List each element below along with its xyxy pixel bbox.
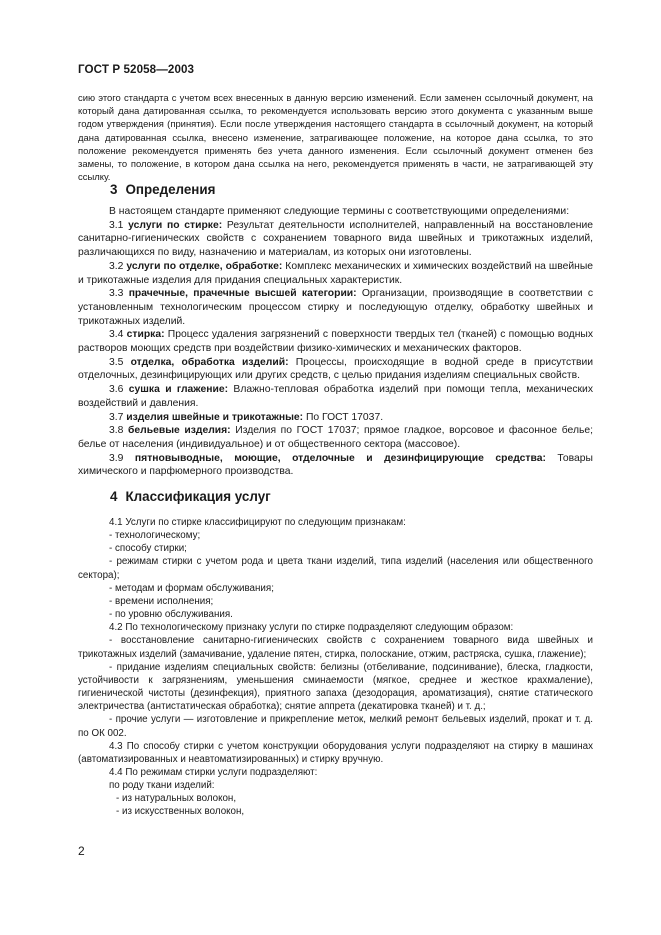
term-item: [78, 219, 593, 260]
term-number: 3.3: [109, 288, 124, 300]
term-name: прачечные, прачечные высшей категории:: [128, 288, 357, 300]
classification-line: - из искусственных волокон,: [116, 806, 245, 818]
classification-line: - восстановление санитарно-гигиенических свойств с сохранением товарного вида швейных и трикотажных изделий (замачивание, удаление пятен, стирка, полоскание, отжим, растряска, сушка, глажение);: [78, 635, 593, 660]
section-4-title: Классификация услуг: [125, 489, 271, 504]
term-name: стирка:: [126, 329, 165, 341]
term-definition: Организации, производящие в соответствии с установленным технологическим процессом стирку и последующую отделку, обработку швейных и трикотажных изделий.: [78, 288, 594, 327]
term-definition: Влажно-тепловая обработка изделий при помощи тепла, механических воздействий и давления.: [78, 384, 594, 409]
term-definition: Комплекс механических и химических воздействий на швейные и трикотажные изделия для придания специальных характеристик.: [78, 260, 594, 286]
term-number: 3.9: [109, 452, 124, 464]
intro-text: сию этого стандарта с учетом всех внесенных в данную версию изменений. Если заменен ссылочный документ, на который дана датированная ссылка, то рекомендуется использовать версию этого документа с указанным выше годом утверждения (принятия). Если после утверждения настоящего стандарта в ссылочный документ, на который дана датированная ссылка, внесено изменение, затрагивающее положение, на которое дана ссылка, то это положение рекомендуется применять без учета данного изменения. Если ссылочный документ отменен без замены, то положение, в котором дана ссылка на него, рекомендуется применять в части, не затрагивающей эту ссылку.: [78, 93, 593, 184]
classification-line: - придание изделиям специальных свойств: белизны (отбеливание, подсинивание), блеска, гладкости, устойчивости к загрязнениям, уменьшения сминаемости (мягкое, среднее и жесткое крахмаление), гигиенической чистоты (дезинфекция), приятного запаха (дезодорация, ароматизация), снятие статического электричества (антистатическая обработка); снятие аппрета (декатировка тканей) и т. д.;: [78, 661, 593, 713]
section-4-heading: [110, 489, 271, 504]
term-item: [78, 424, 593, 451]
classification-line: - режимам стирки с учетом рода и цвета ткани изделий, типа изделий (населения или общественного сектора);: [78, 556, 593, 581]
section-3-number: 3: [110, 182, 118, 197]
classification-line: 4.2 По технологическому признаку услуги по стирке подразделяют следующим образом:: [109, 622, 514, 634]
page-number: 2: [78, 844, 85, 858]
term-item: [78, 452, 593, 479]
term-definition: По ГОСТ 17037.: [303, 411, 384, 423]
classification-line: 4.3 По способу стирки с учетом конструкции оборудования услуги подразделяют на стирку в машинах (автоматизированных и неавтоматизированных) и стирку вручную.: [78, 740, 593, 765]
section-4-number: 4: [110, 489, 118, 504]
term-number: 3.6: [109, 384, 124, 396]
classification-line: - прочие услуги — изготовление и прикрепление меток, мелкий ремонт бельевых изделий, прокат и т. д. по ОК 002.: [78, 714, 593, 739]
term-item: [78, 411, 593, 425]
term-name: отделка, обработка изделий:: [130, 356, 289, 368]
classification-line: - из натуральных волокон,: [116, 793, 237, 805]
term-name: услуги по стирке:: [128, 219, 223, 231]
section-4-body: [78, 516, 593, 819]
term-number: 3.2: [109, 260, 124, 272]
classification-line: - способу стирки;: [109, 543, 187, 555]
classification-line: - времени исполнения;: [109, 595, 214, 607]
term-definition: Изделия по ГОСТ 17037; прямое гладкое, ворсовое и фасонное белье; белье от населения (индивидуальное) и от общественного сектора (массовое).: [78, 425, 594, 450]
classification-line: 4.4 По режимам стирки услуги подразделяют:: [109, 766, 318, 778]
section-3-intro: В настоящем стандарте применяют следующие термины с соответствующими определениями:: [109, 206, 570, 217]
section-3-heading: [110, 182, 215, 197]
term-item: [78, 260, 593, 287]
term-definition: Процессы, происходящие в водной среде в присутствии отделочных, дезинфицирующих или других средств, с целью придания изделиям специальных свойств.: [78, 356, 594, 382]
term-name: изделия швейные и трикотажные:: [126, 411, 304, 423]
term-definition: Процесс удаления загрязнений с поверхности твердых тел (тканей) с помощью водных растворов моющих средств при воздействии физико-химических и механических факторов.: [78, 329, 594, 355]
term-number: 3.8: [109, 425, 124, 437]
intro-paragraph: [78, 92, 593, 184]
term-number: 3.5: [109, 356, 124, 368]
term-number: 3.1: [109, 219, 124, 231]
term-item: [78, 383, 593, 410]
section-3-body: [78, 205, 593, 479]
term-name: пятновыводные, моющие, отделочные и дезинфицирующие средства:: [134, 452, 546, 464]
term-number: 3.4: [109, 329, 124, 341]
term-name: сушка и глажение:: [128, 384, 229, 396]
term-name: услуги по отделке, обработке:: [126, 260, 283, 272]
classification-line: - по уровню обслуживания.: [109, 609, 233, 621]
section-3-title: Определения: [125, 182, 216, 197]
classification-line: - технологическому;: [109, 530, 201, 542]
classification-line: по роду ткани изделий:: [109, 780, 215, 792]
term-definition: Товары химического и парфюмерного производства.: [78, 452, 593, 478]
term-item: [78, 328, 593, 355]
classification-line: - методам и формам обслуживания;: [109, 582, 274, 594]
term-item: [78, 287, 593, 328]
document-header: ГОСТ Р 52058—2003: [78, 63, 195, 76]
term-definition: Результат деятельности исполнителей, направленный на восстановление санитарно-гигиенических свойств с сохранением товарного вида швейных и трикотажных изделий, различающихся по виду, назначению и материалам, из которых они изготовлены.: [78, 219, 593, 259]
term-name: бельевые изделия:: [128, 425, 231, 437]
term-item: [78, 356, 593, 383]
classification-line: 4.1 Услуги по стирке классифицируют по следующим признакам:: [109, 517, 406, 528]
term-number: 3.7: [109, 411, 124, 423]
